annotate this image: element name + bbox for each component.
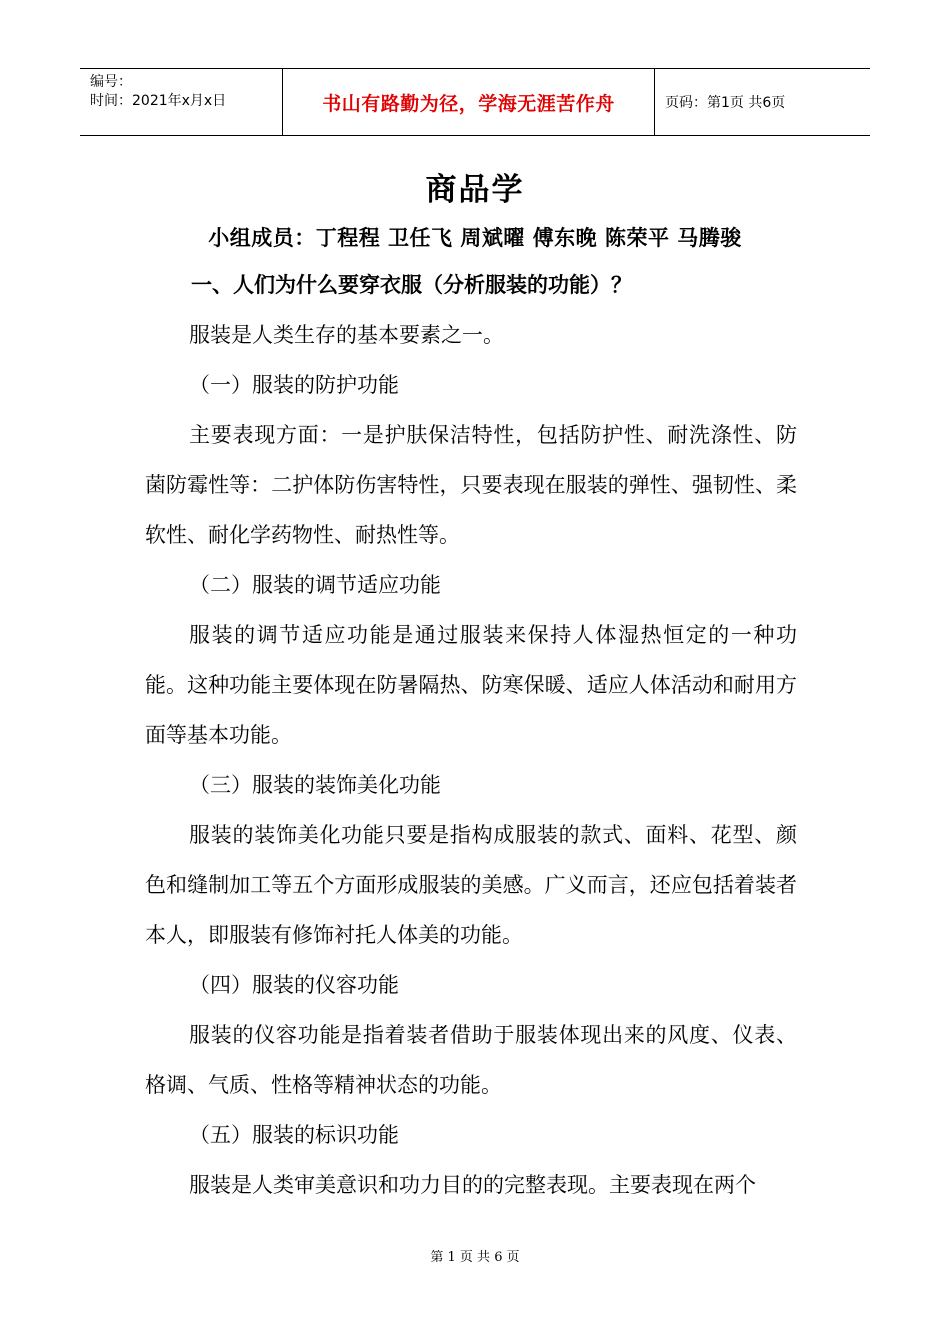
- header-motto: 书山有路勤为径，学海无涯苦作舟: [283, 69, 655, 135]
- subsection-title-identification: （五）服装的标识功能: [189, 1123, 399, 1147]
- intro-paragraph: 服装是人类生存的基本要素之一。: [189, 323, 504, 347]
- page-footer: 第 1 页 共 6 页: [430, 1250, 520, 1265]
- header-page-info: 页码：第1页 共6页: [665, 95, 786, 111]
- group-members: 小组成员：丁程程 卫任飞 周斌曜 傅东晚 陈荣平 马腾骏: [208, 226, 742, 250]
- document-title: 商品学: [425, 172, 525, 208]
- subsection-title-regulation: （二）服装的调节适应功能: [189, 573, 441, 597]
- page-header: [80, 68, 870, 136]
- subsection-title-appearance: （四）服装的仪容功能: [189, 973, 399, 997]
- paragraph-protection: 主要表现方面：一是护肤保洁特性，包括防护性、耐洗涤性、防菌防霉性等：二护体防伤害特性，只要表现在服装的弹性、强韧性、柔软性、耐化学药物性、耐热性等。: [145, 423, 797, 547]
- header-meta-cell: [80, 69, 283, 135]
- document-body: [145, 260, 797, 1210]
- section-heading: 一、人们为什么要穿衣服（分析服装的功能）？: [191, 273, 632, 297]
- serial-label: 编号：: [90, 74, 132, 90]
- subsection-title-decoration: （三）服装的装饰美化功能: [189, 773, 441, 797]
- date-line: 时间：2021年x月x日: [90, 93, 227, 109]
- paragraph-regulation: 服装的调节适应功能是通过服装来保持人体湿热恒定的一种功能。这种功能主要体现在防暑隔热、防寒保暖、适应人体活动和耐用方面等基本功能。: [145, 623, 797, 747]
- paragraph-identification: 服装是人类审美意识和功力目的的完整表现。主要表现在两个: [189, 1173, 756, 1197]
- paragraph-appearance: 服装的仪容功能是指着装者借助于服装体现出来的风度、仪表、格调、气质、性格等精神状态的功能。: [145, 1023, 797, 1097]
- subsection-title-protection: （一）服装的防护功能: [189, 373, 399, 397]
- paragraph-decoration: 服装的装饰美化功能只要是指构成服装的款式、面料、花型、颜色和缝制加工等五个方面形成服装的美感。广义而言，还应包括着装者本人，即服装有修饰衬托人体美的功能。: [145, 823, 797, 947]
